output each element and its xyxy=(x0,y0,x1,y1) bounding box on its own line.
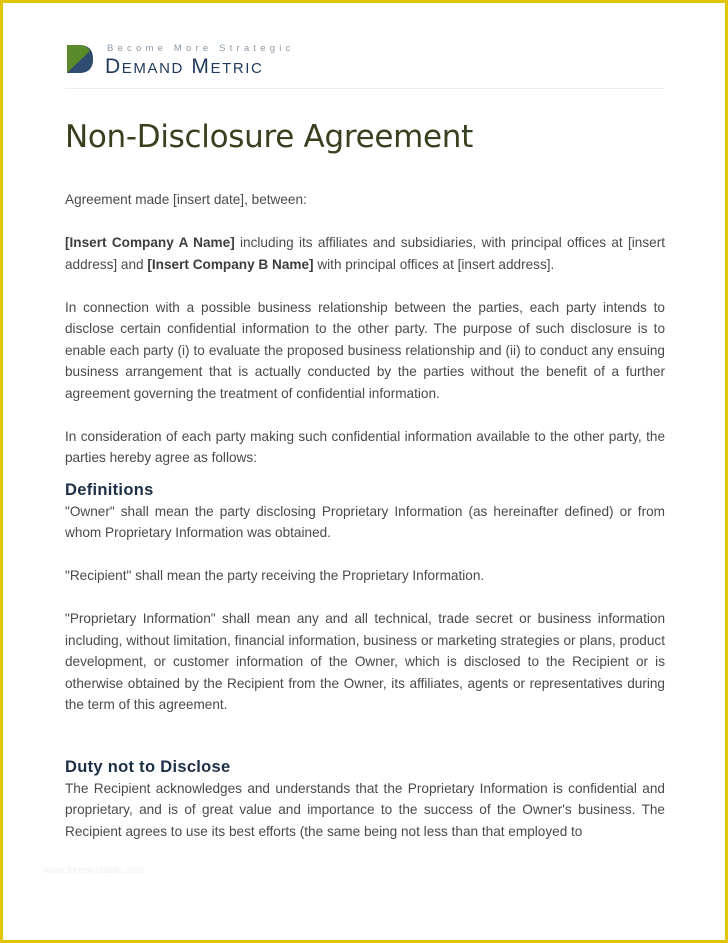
consideration-paragraph: In consideration of each party making such confidential information available to the other party, the parties hereby agree as follows: xyxy=(65,428,665,465)
company-b-name: [Insert Company B Name] xyxy=(147,256,314,272)
definition-proprietary: "Proprietary Information" shall mean any and all technical, trade secret or business information including, without limitation, financial information, business or marketing strategies or plans, product development, or customer information of the Owner, which is disclosed to the Recipient or is otherwise obtained by the Recipient from the Owner, its affiliates, agents or representatives during the term of this agreement. xyxy=(65,611,665,712)
duty-heading: Duty not to Disclose xyxy=(65,757,231,776)
connection-paragraph: In connection with a possible business relationship between the parties, each party intends to disclose certain confidential information to the other party. The purpose of such disclosure is to enable each party (i) to evaluate the proposed business relationship and (ii) to conduct any ensuing business arrangement that is actually conducted by the parties without the benefit of a further agreement governing the treatment of confidential information. xyxy=(65,299,665,401)
watermark: www.freeprintable.com xyxy=(43,865,145,876)
duty-paragraph: The Recipient acknowledges and understands that the Proprietary Information is confidential and proprietary, and is of great value and importance to the success of the Owner's business. The Recipient agrees to use its best efforts (the same being not less than that employed to xyxy=(65,780,665,839)
header-divider xyxy=(65,88,665,89)
parties-text-1: including its affiliates and subsidiaries, with principal offices at [insert address] and xyxy=(65,235,666,272)
definition-recipient: "Recipient" shall mean the party receiving the Proprietary Information. xyxy=(65,568,485,583)
document-page xyxy=(3,3,725,940)
company-a-name: [Insert Company A Name] xyxy=(65,235,235,250)
parties-text-2: with principal offices at [insert address]. xyxy=(313,256,555,272)
document-title: Non-Disclosure Agreement xyxy=(65,119,474,155)
logo-brand: Demand Metric xyxy=(105,55,264,78)
logo-mark-icon xyxy=(65,43,95,75)
definition-owner: "Owner" shall mean the party disclosing Proprietary Information (as hereinafter defined) or from whom Proprietary Information was obtained. xyxy=(65,503,665,540)
document-body xyxy=(65,189,665,864)
logo-tagline: Become More Strategic xyxy=(107,43,295,54)
parties-paragraph xyxy=(65,232,665,275)
definitions-heading: Definitions xyxy=(65,480,154,499)
intro-paragraph: Agreement made [insert date], between: xyxy=(65,192,307,207)
